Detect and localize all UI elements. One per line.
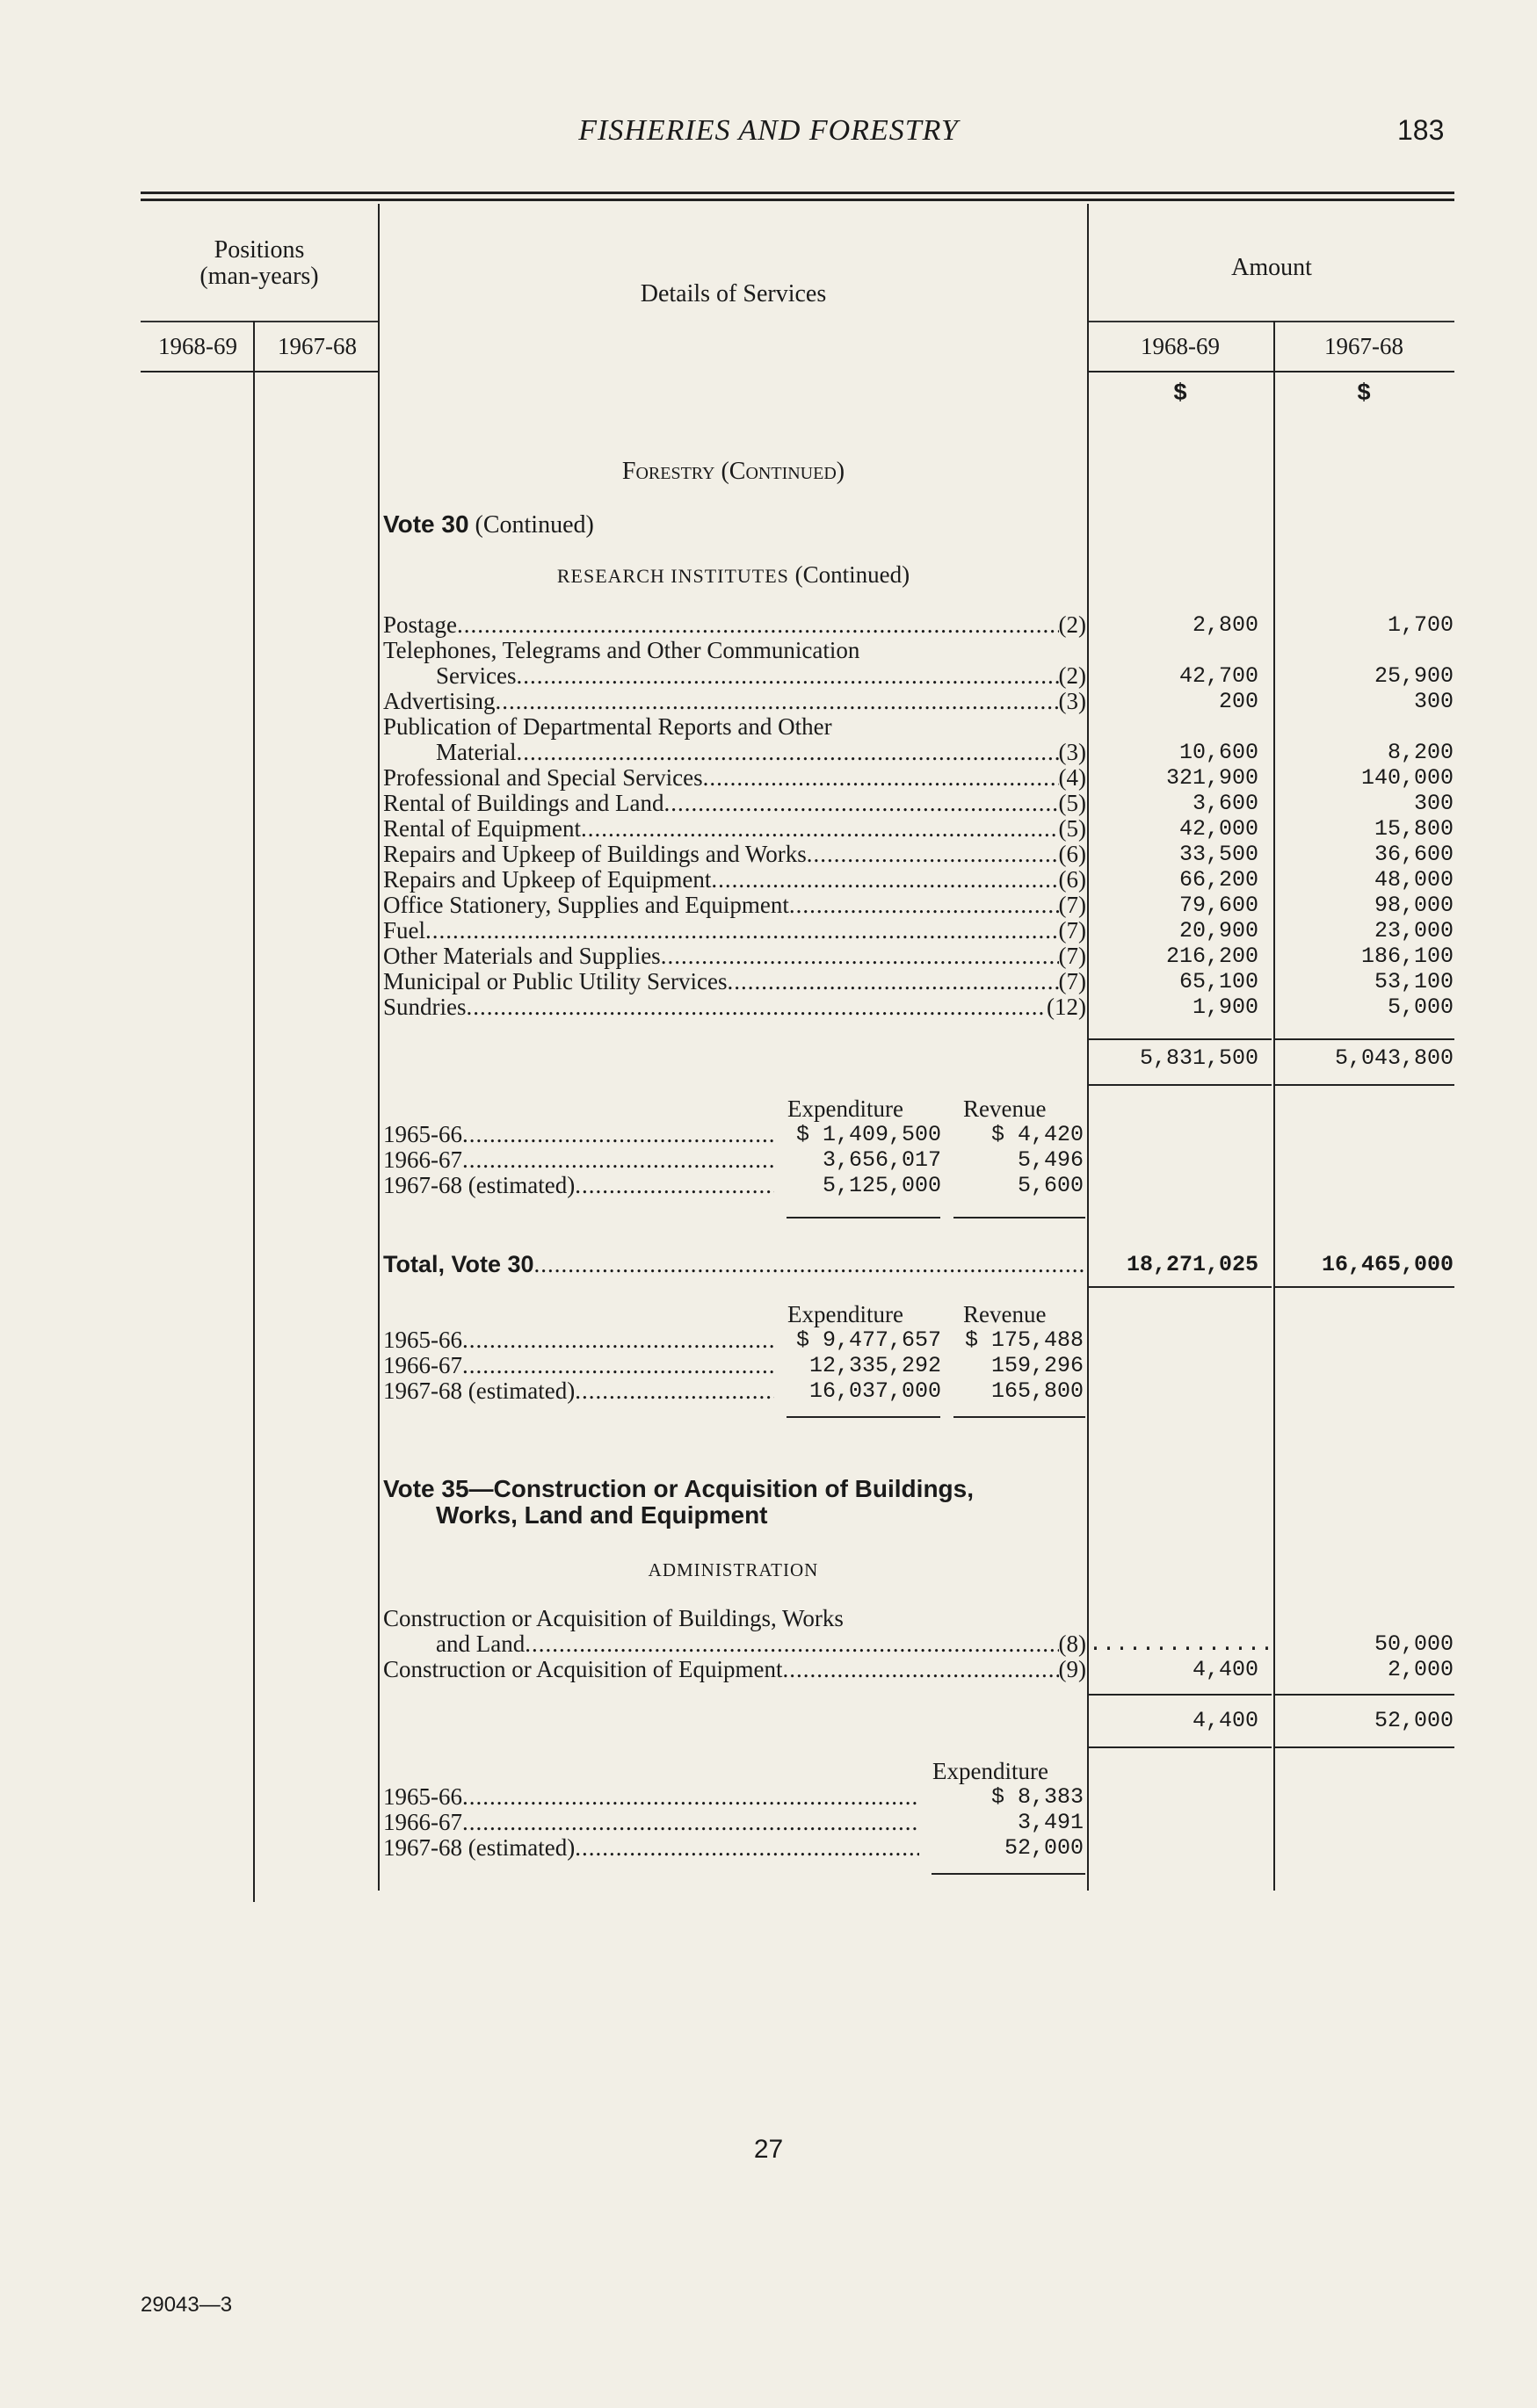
vote30-cont: (Continued) bbox=[475, 511, 594, 539]
item-code: (6) bbox=[1058, 841, 1086, 867]
item-amount-b: 300 bbox=[1413, 791, 1454, 816]
details-header: Details of Services bbox=[640, 280, 827, 307]
item-amount-a: 42,000 bbox=[1178, 816, 1258, 842]
history2-exp-header: Expenditure bbox=[787, 1301, 903, 1327]
item-code: (7) bbox=[1058, 917, 1086, 944]
item-label: Office Stationery, Supplies and Equipment bbox=[383, 892, 789, 918]
items-amounts-b bbox=[1273, 612, 1454, 1020]
research-heading bbox=[380, 562, 1087, 589]
total-vote30-label: Total, Vote 30 bbox=[383, 1251, 534, 1277]
item-leader bbox=[496, 689, 1059, 714]
item-amount-a: 42,700 bbox=[1178, 663, 1258, 689]
history1-rule-exp bbox=[787, 1217, 940, 1218]
positions-header-line1: Positions bbox=[214, 236, 305, 264]
history2 bbox=[383, 1302, 1086, 1404]
item-amount-a: 3,600 bbox=[1192, 791, 1258, 816]
item-amount-a: 216,200 bbox=[1165, 944, 1258, 969]
history2-year: 1967-68 (estimated) bbox=[383, 1378, 576, 1404]
item-code: (2) bbox=[1058, 662, 1086, 689]
item-label-pre-text: Publication of Departmental Reports and Other bbox=[383, 713, 832, 740]
amt-year-b: 1967-68 bbox=[1324, 333, 1403, 359]
item-amount-a: 200 bbox=[1218, 689, 1258, 714]
item-amount-a: 321,900 bbox=[1165, 765, 1258, 791]
item-leader bbox=[661, 944, 1059, 969]
item-row bbox=[383, 791, 1086, 816]
history1-year: 1967-68 (estimated) bbox=[383, 1172, 576, 1198]
print-code: 29043—3 bbox=[141, 2293, 233, 2317]
history1-leader bbox=[462, 1122, 774, 1147]
item-label-pre bbox=[383, 714, 1086, 740]
subtotal1-rule-a2 bbox=[1089, 1084, 1272, 1086]
subtotal1-b: 5,043,800 bbox=[1334, 1045, 1454, 1071]
item-label: Repairs and Upkeep of Buildings and Works bbox=[383, 841, 807, 867]
items-list bbox=[383, 612, 1086, 1020]
item-leader bbox=[425, 918, 1059, 944]
history2-year: 1966-67 bbox=[383, 1352, 462, 1378]
subtotal1-rule-a bbox=[1089, 1038, 1272, 1040]
item-amount-b: 36,600 bbox=[1374, 842, 1454, 867]
history3-leader bbox=[462, 1784, 919, 1810]
history3-year: 1967-68 (estimated) bbox=[383, 1834, 576, 1861]
history1-row bbox=[383, 1122, 1086, 1147]
history1-expenditure: 5,125,000 bbox=[822, 1173, 941, 1198]
item-amount-b: 140,000 bbox=[1360, 765, 1454, 791]
item-code: (3) bbox=[1058, 688, 1086, 714]
item-leader bbox=[516, 663, 1058, 689]
header-bottom-rule-left bbox=[141, 371, 378, 372]
item-amount-a: 65,100 bbox=[1178, 969, 1258, 994]
item-amount-b: 48,000 bbox=[1374, 867, 1454, 893]
history1-rev-header: Revenue bbox=[963, 1096, 1047, 1122]
item-amount-a: 79,600 bbox=[1178, 893, 1258, 918]
item-label: Professional and Special Services bbox=[383, 764, 703, 791]
item-row bbox=[383, 842, 1086, 867]
item-row bbox=[383, 994, 1086, 1020]
history3-year: 1966-67 bbox=[383, 1809, 462, 1835]
history2-row bbox=[383, 1378, 1086, 1404]
item-label: Fuel bbox=[383, 917, 426, 944]
item-row bbox=[383, 689, 1086, 714]
vote35-items bbox=[383, 1606, 1086, 1682]
history3-expenditure: 3,491 bbox=[1017, 1810, 1084, 1835]
item-leader bbox=[663, 791, 1058, 816]
item-label: Other Materials and Supplies bbox=[383, 943, 661, 969]
history3-row bbox=[383, 1810, 1086, 1835]
total-vote30-a: 18,271,025 bbox=[1126, 1252, 1258, 1277]
total-rule-a bbox=[1089, 1286, 1272, 1288]
history3-expenditure: 52,000 bbox=[1004, 1835, 1084, 1861]
vote35-item2-label: Construction or Acquisition of Equipment bbox=[383, 1656, 783, 1682]
research-cont: (Continued) bbox=[794, 561, 910, 588]
item-label: Advertising bbox=[383, 688, 496, 714]
item-row bbox=[383, 765, 1086, 791]
item-code: (4) bbox=[1058, 764, 1086, 791]
history3-exp-header: Expenditure bbox=[932, 1758, 1048, 1784]
history1-year: 1965-66 bbox=[383, 1121, 462, 1147]
history2-rule-exp bbox=[787, 1416, 940, 1418]
item-amount-a: 1,900 bbox=[1192, 994, 1258, 1020]
item-code: (6) bbox=[1058, 866, 1086, 893]
history2-leader bbox=[462, 1353, 774, 1378]
vote35-sub-rule-b bbox=[1273, 1694, 1454, 1696]
vote35-title-2: Works, Land and Equipment bbox=[436, 1501, 768, 1529]
positions-subrule bbox=[141, 321, 378, 322]
item-row bbox=[383, 969, 1086, 994]
item-code: (2) bbox=[1058, 611, 1086, 638]
item-label: Sundries bbox=[383, 994, 467, 1020]
col-rule-details-left bbox=[378, 204, 380, 1891]
history1-leader bbox=[575, 1173, 774, 1198]
vote35-item1-leader bbox=[525, 1631, 1058, 1657]
total-vote30-b: 16,465,000 bbox=[1321, 1252, 1454, 1277]
item-amount-a: 20,900 bbox=[1178, 918, 1258, 944]
total-rule-b bbox=[1273, 1286, 1454, 1288]
amount-header: Amount bbox=[1231, 254, 1312, 281]
history2-revenue: 159,296 bbox=[990, 1353, 1084, 1378]
history2-revenue: 165,800 bbox=[990, 1378, 1084, 1404]
header-bottom-rule-right bbox=[1089, 371, 1454, 372]
history2-rule-rev bbox=[953, 1416, 1085, 1418]
history2-row bbox=[383, 1353, 1086, 1378]
vote35-sub-rule-a2 bbox=[1089, 1746, 1272, 1748]
vote30-heading bbox=[383, 511, 594, 539]
item-row bbox=[383, 944, 1086, 969]
history3-year: 1965-66 bbox=[383, 1783, 462, 1810]
history1-expenditure: 3,656,017 bbox=[822, 1147, 941, 1173]
item-label: Postage bbox=[383, 611, 457, 638]
history3-row bbox=[383, 1784, 1086, 1810]
vote35-sub-rule-b2 bbox=[1273, 1746, 1454, 1748]
history2-leader bbox=[575, 1378, 774, 1404]
item-row bbox=[383, 918, 1086, 944]
history1-leader bbox=[462, 1147, 774, 1173]
item-amount-b: 5,000 bbox=[1387, 994, 1454, 1020]
history2-row bbox=[383, 1327, 1086, 1353]
item-code: (12) bbox=[1047, 994, 1086, 1020]
history2-expenditure: $ 9,477,657 bbox=[795, 1327, 941, 1353]
running-title: FISHERIES AND FORESTRY bbox=[578, 114, 959, 147]
total-vote30-leader bbox=[534, 1252, 1086, 1277]
forestry-heading-text: Forestry (Continued) bbox=[621, 458, 845, 485]
vote35-item2-b: 2,000 bbox=[1387, 1657, 1454, 1682]
top-rule bbox=[141, 192, 1454, 194]
vote35-sub-a: 4,400 bbox=[1192, 1708, 1258, 1733]
vote35-item2-leader bbox=[782, 1657, 1058, 1682]
history1-revenue: $ 4,420 bbox=[990, 1122, 1084, 1147]
history3-leader bbox=[462, 1810, 919, 1835]
item-label: Municipal or Public Utility Services bbox=[383, 968, 728, 994]
item-leader bbox=[807, 842, 1059, 867]
item-row bbox=[383, 663, 1086, 689]
pos-year-a: 1968-69 bbox=[158, 333, 237, 359]
history2-leader bbox=[462, 1327, 774, 1353]
item-code: (7) bbox=[1058, 892, 1086, 918]
forestry-heading bbox=[380, 459, 1087, 485]
item-leader bbox=[703, 765, 1059, 791]
item-label: Rental of Equipment bbox=[383, 815, 581, 842]
items-amounts-a bbox=[1089, 612, 1258, 1020]
research-label: RESEARCH INSTITUTES bbox=[556, 565, 789, 587]
history1-exp-header: Expenditure bbox=[787, 1096, 903, 1122]
item-code: (7) bbox=[1058, 943, 1086, 969]
item-label: Material bbox=[436, 739, 517, 765]
history3-expenditure: $ 8,383 bbox=[990, 1784, 1084, 1810]
history3-rule bbox=[932, 1873, 1085, 1875]
item-amount-a: 2,800 bbox=[1192, 612, 1258, 638]
item-code: (7) bbox=[1058, 968, 1086, 994]
item-leader bbox=[711, 867, 1058, 893]
item-amount-b: 25,900 bbox=[1374, 663, 1454, 689]
item-row bbox=[383, 612, 1086, 638]
vote35-item1-b: 50,000 bbox=[1374, 1631, 1454, 1657]
col-rule-pos bbox=[253, 321, 255, 1902]
vote35-sub-b: 52,000 bbox=[1374, 1708, 1454, 1733]
item-leader bbox=[516, 740, 1058, 765]
item-amount-b: 98,000 bbox=[1374, 893, 1454, 918]
item-row bbox=[383, 893, 1086, 918]
vote30-label: Vote 30 bbox=[383, 510, 469, 538]
item-amount-b: 186,100 bbox=[1360, 944, 1454, 969]
item-row bbox=[383, 816, 1086, 842]
history1 bbox=[383, 1096, 1086, 1198]
history2-expenditure: 16,037,000 bbox=[808, 1378, 941, 1404]
item-amount-a: 33,500 bbox=[1178, 842, 1258, 867]
item-leader bbox=[789, 893, 1059, 918]
item-amount-b: 23,000 bbox=[1374, 918, 1454, 944]
history1-row bbox=[383, 1147, 1086, 1173]
item-row bbox=[383, 740, 1086, 765]
item-label: Repairs and Upkeep of Equipment bbox=[383, 866, 712, 893]
item-code: (5) bbox=[1058, 790, 1086, 816]
item-code: (5) bbox=[1058, 815, 1086, 842]
history2-year: 1965-66 bbox=[383, 1327, 462, 1353]
history3 bbox=[383, 1759, 1086, 1861]
subtotal1-a: 5,831,500 bbox=[1139, 1045, 1258, 1071]
item-amount-a: 10,600 bbox=[1178, 740, 1258, 765]
history1-row bbox=[383, 1173, 1086, 1198]
admin-heading: ADMINISTRATION bbox=[648, 1559, 819, 1580]
history3-leader bbox=[575, 1835, 919, 1861]
vote35-item1-pre: Construction or Acquisition of Buildings, Works bbox=[383, 1605, 844, 1631]
folio: 27 bbox=[753, 2135, 784, 2164]
vote35-sub-rule-a bbox=[1089, 1694, 1272, 1696]
top-rule-2 bbox=[141, 199, 1454, 201]
history1-expenditure: $ 1,409,500 bbox=[795, 1122, 941, 1147]
history1-year: 1966-67 bbox=[383, 1146, 462, 1173]
item-row bbox=[383, 867, 1086, 893]
item-leader bbox=[457, 612, 1059, 638]
subtotal1-rule-b2 bbox=[1273, 1084, 1454, 1086]
positions-header-line2: (man-years) bbox=[199, 263, 319, 290]
vote35-heading bbox=[383, 1476, 1086, 1529]
item-amount-a: 66,200 bbox=[1178, 867, 1258, 893]
subtotal1-rule-b bbox=[1273, 1038, 1454, 1040]
item-amount-b: 8,200 bbox=[1387, 740, 1454, 765]
history1-revenue: 5,496 bbox=[1017, 1147, 1084, 1173]
item-amount-b: 300 bbox=[1413, 689, 1454, 714]
item-label: Rental of Buildings and Land bbox=[383, 790, 664, 816]
pos-year-b: 1967-68 bbox=[278, 333, 357, 359]
item-amount-b: 1,700 bbox=[1387, 612, 1454, 638]
amt-year-a: 1968-69 bbox=[1141, 333, 1220, 359]
item-label-pre bbox=[383, 638, 1086, 663]
history2-revenue: $ 175,488 bbox=[964, 1327, 1084, 1353]
item-leader bbox=[581, 816, 1059, 842]
history2-expenditure: 12,335,292 bbox=[808, 1353, 941, 1378]
item-code: (3) bbox=[1058, 739, 1086, 765]
positions-header bbox=[141, 237, 378, 290]
item-leader bbox=[467, 994, 1048, 1020]
page-number: 183 bbox=[1397, 114, 1445, 146]
history1-revenue: 5,600 bbox=[1017, 1173, 1084, 1198]
item-label: Services bbox=[436, 662, 517, 689]
currency-b: $ bbox=[1357, 379, 1371, 405]
vote35-item1-code: (8) bbox=[1058, 1631, 1086, 1657]
total-vote30 bbox=[383, 1252, 1086, 1277]
history3-row bbox=[383, 1835, 1086, 1861]
currency-a: $ bbox=[1173, 379, 1187, 405]
item-amount-b: 15,800 bbox=[1374, 816, 1454, 842]
vote35-item2-a: 4,400 bbox=[1192, 1657, 1258, 1682]
history1-rule-rev bbox=[953, 1217, 1085, 1218]
vote35-title-1: Vote 35—Construction or Acquisition of Buildings, bbox=[383, 1475, 974, 1502]
item-amount-b: 53,100 bbox=[1374, 969, 1454, 994]
vote35-item1-label: and Land bbox=[436, 1631, 526, 1657]
amount-subrule bbox=[1089, 321, 1454, 322]
item-label-pre-text: Telephones, Telegrams and Other Communication bbox=[383, 637, 860, 663]
vote35-item2-code: (9) bbox=[1058, 1656, 1086, 1682]
history2-rev-header: Revenue bbox=[963, 1301, 1047, 1327]
vote35-item1-a: .............. bbox=[1089, 1631, 1274, 1657]
item-leader bbox=[727, 969, 1058, 994]
